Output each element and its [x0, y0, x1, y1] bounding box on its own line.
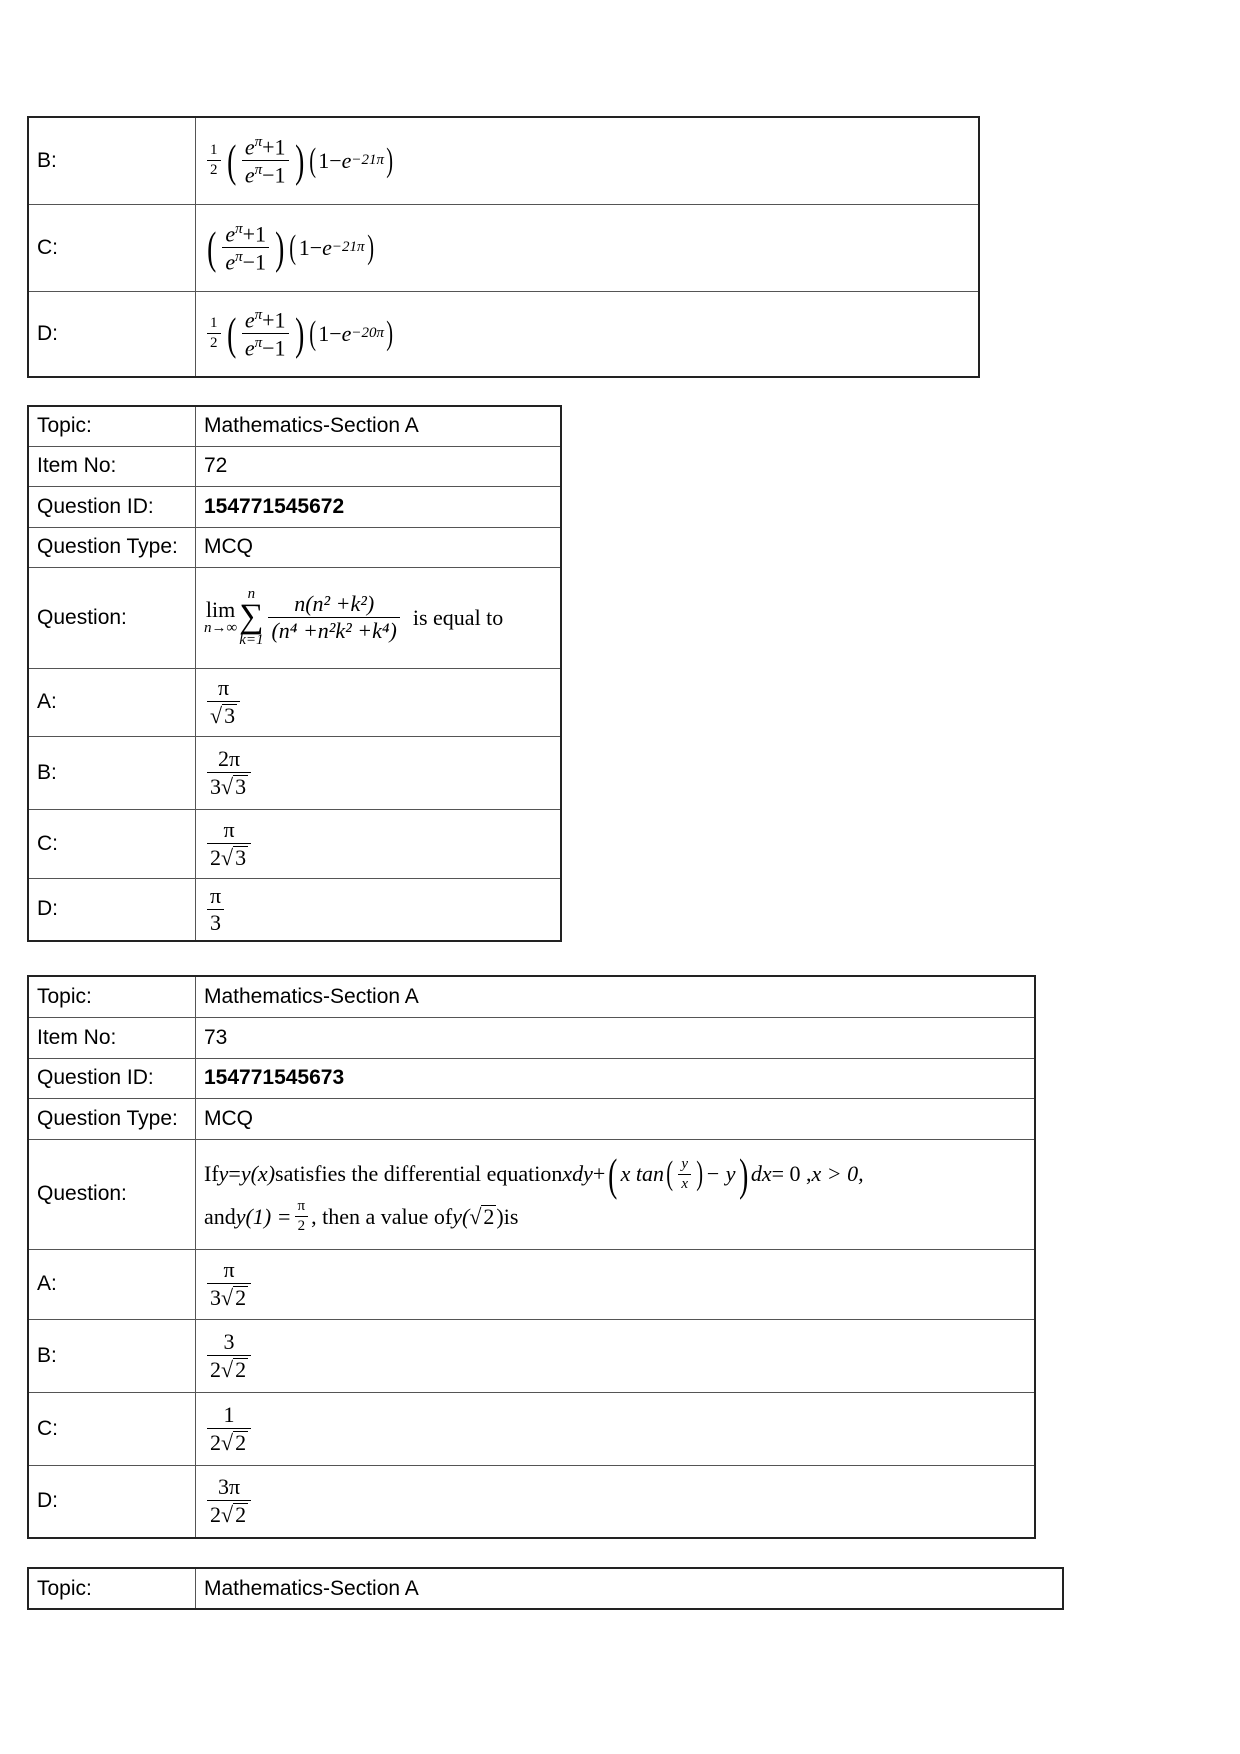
option-row-d — [28, 1465, 1035, 1538]
option-row-b — [28, 1319, 1035, 1392]
topic-row — [28, 976, 1035, 1017]
question-type-row — [28, 527, 561, 567]
question-type-row — [28, 1098, 1035, 1139]
option-label: C: — [28, 1392, 196, 1465]
topic-value: Mathematics-Section A — [196, 976, 1036, 1017]
option-row-b — [28, 117, 979, 204]
topic-label: Topic: — [28, 1568, 196, 1609]
option-d-value: $\frac{1}{2}$ ( $\frac{e^\pi+1}{e^\pi-1}$ ) ( 1 − e −20π ) — [196, 291, 980, 377]
item-no-value: 72 — [196, 446, 562, 486]
option-label: C: — [28, 204, 196, 291]
option-b-value: 3 2 √ 2 — [196, 1319, 1036, 1392]
topic-row — [28, 406, 561, 446]
option-label: B: — [28, 736, 196, 809]
question-id-label: Question ID: — [28, 486, 196, 527]
option-d-value: 3π 2 √ 2 — [196, 1465, 1036, 1538]
question-id-label: Question ID: — [28, 1058, 196, 1098]
question-71-options-table — [27, 116, 980, 378]
question-text: If y = y(x) satisfies the differential equation xdy + ( x tan ( $\frac{y}{x}$ ) − y ) dx = 0 , x > 0, and y(1) = $\frac{\pi}{2}$ , then a value of y( √ 2 ) is — [196, 1139, 1036, 1249]
option-label: A: — [28, 668, 196, 736]
option-row-a — [28, 1249, 1035, 1319]
item-no-row — [28, 446, 561, 486]
question-type-label: Question Type: — [28, 527, 196, 567]
option-label: D: — [28, 878, 196, 941]
question-id-row — [28, 486, 561, 527]
question-type-value: MCQ — [196, 1098, 1036, 1139]
question-row — [28, 1139, 1035, 1249]
option-row-d — [28, 878, 561, 941]
option-label: B: — [28, 1319, 196, 1392]
question-72-table — [27, 405, 562, 942]
question-label: Question: — [28, 567, 196, 668]
option-d-value: $\frac{\pi}{3}$ — [196, 878, 562, 941]
option-row-c — [28, 1392, 1035, 1465]
option-label: D: — [28, 1465, 196, 1538]
item-no-value: 73 — [196, 1017, 1036, 1058]
question-label: Question: — [28, 1139, 196, 1249]
topic-row — [28, 1568, 1063, 1609]
item-no-row — [28, 1017, 1035, 1058]
option-c-value: 1 2 √ 2 — [196, 1392, 1036, 1465]
option-row-a — [28, 668, 561, 736]
topic-value: Mathematics-Section A — [196, 1568, 1064, 1609]
option-row-c — [28, 204, 979, 291]
question-id-value: 154771545672 — [196, 486, 562, 527]
option-label: A: — [28, 1249, 196, 1319]
item-no-label: Item No: — [28, 446, 196, 486]
option-label: D: — [28, 291, 196, 377]
item-no-label: Item No: — [28, 1017, 196, 1058]
question-id-value: 154771545673 — [196, 1058, 1036, 1098]
option-c-value: ( $\frac{e^\pi+1}{e^\pi-1}$ ) ( 1 − e −21π ) — [196, 204, 980, 291]
option-b-value: 2π 3 √ 3 — [196, 736, 562, 809]
question-text: lim n→∞ n ∑ k=1 $\frac{\text{n(n² +k²)}}{\text{(n⁴ +n²k² +k⁴)}}$ is equal to — [196, 567, 562, 668]
option-a-value: π √ 3 — [196, 668, 562, 736]
question-id-row — [28, 1058, 1035, 1098]
option-a-value: π 3 √ 2 — [196, 1249, 1036, 1319]
option-c-value: π 2 √ 3 — [196, 809, 562, 878]
option-row-b — [28, 736, 561, 809]
option-b-value: $\frac{1}{2}$ ( $\frac{e^\pi+1}{e^\pi-1}$ ) ( 1 − e −21π ) — [196, 117, 980, 204]
option-row-c — [28, 809, 561, 878]
question-type-label: Question Type: — [28, 1098, 196, 1139]
topic-label: Topic: — [28, 406, 196, 446]
topic-value: Mathematics-Section A — [196, 406, 562, 446]
topic-label: Topic: — [28, 976, 196, 1017]
question-row — [28, 567, 561, 668]
option-label: C: — [28, 809, 196, 878]
question-type-value: MCQ — [196, 527, 562, 567]
question-74-table — [27, 1567, 1064, 1610]
option-label: B: — [28, 117, 196, 204]
question-73-table — [27, 975, 1036, 1539]
option-row-d — [28, 291, 979, 377]
